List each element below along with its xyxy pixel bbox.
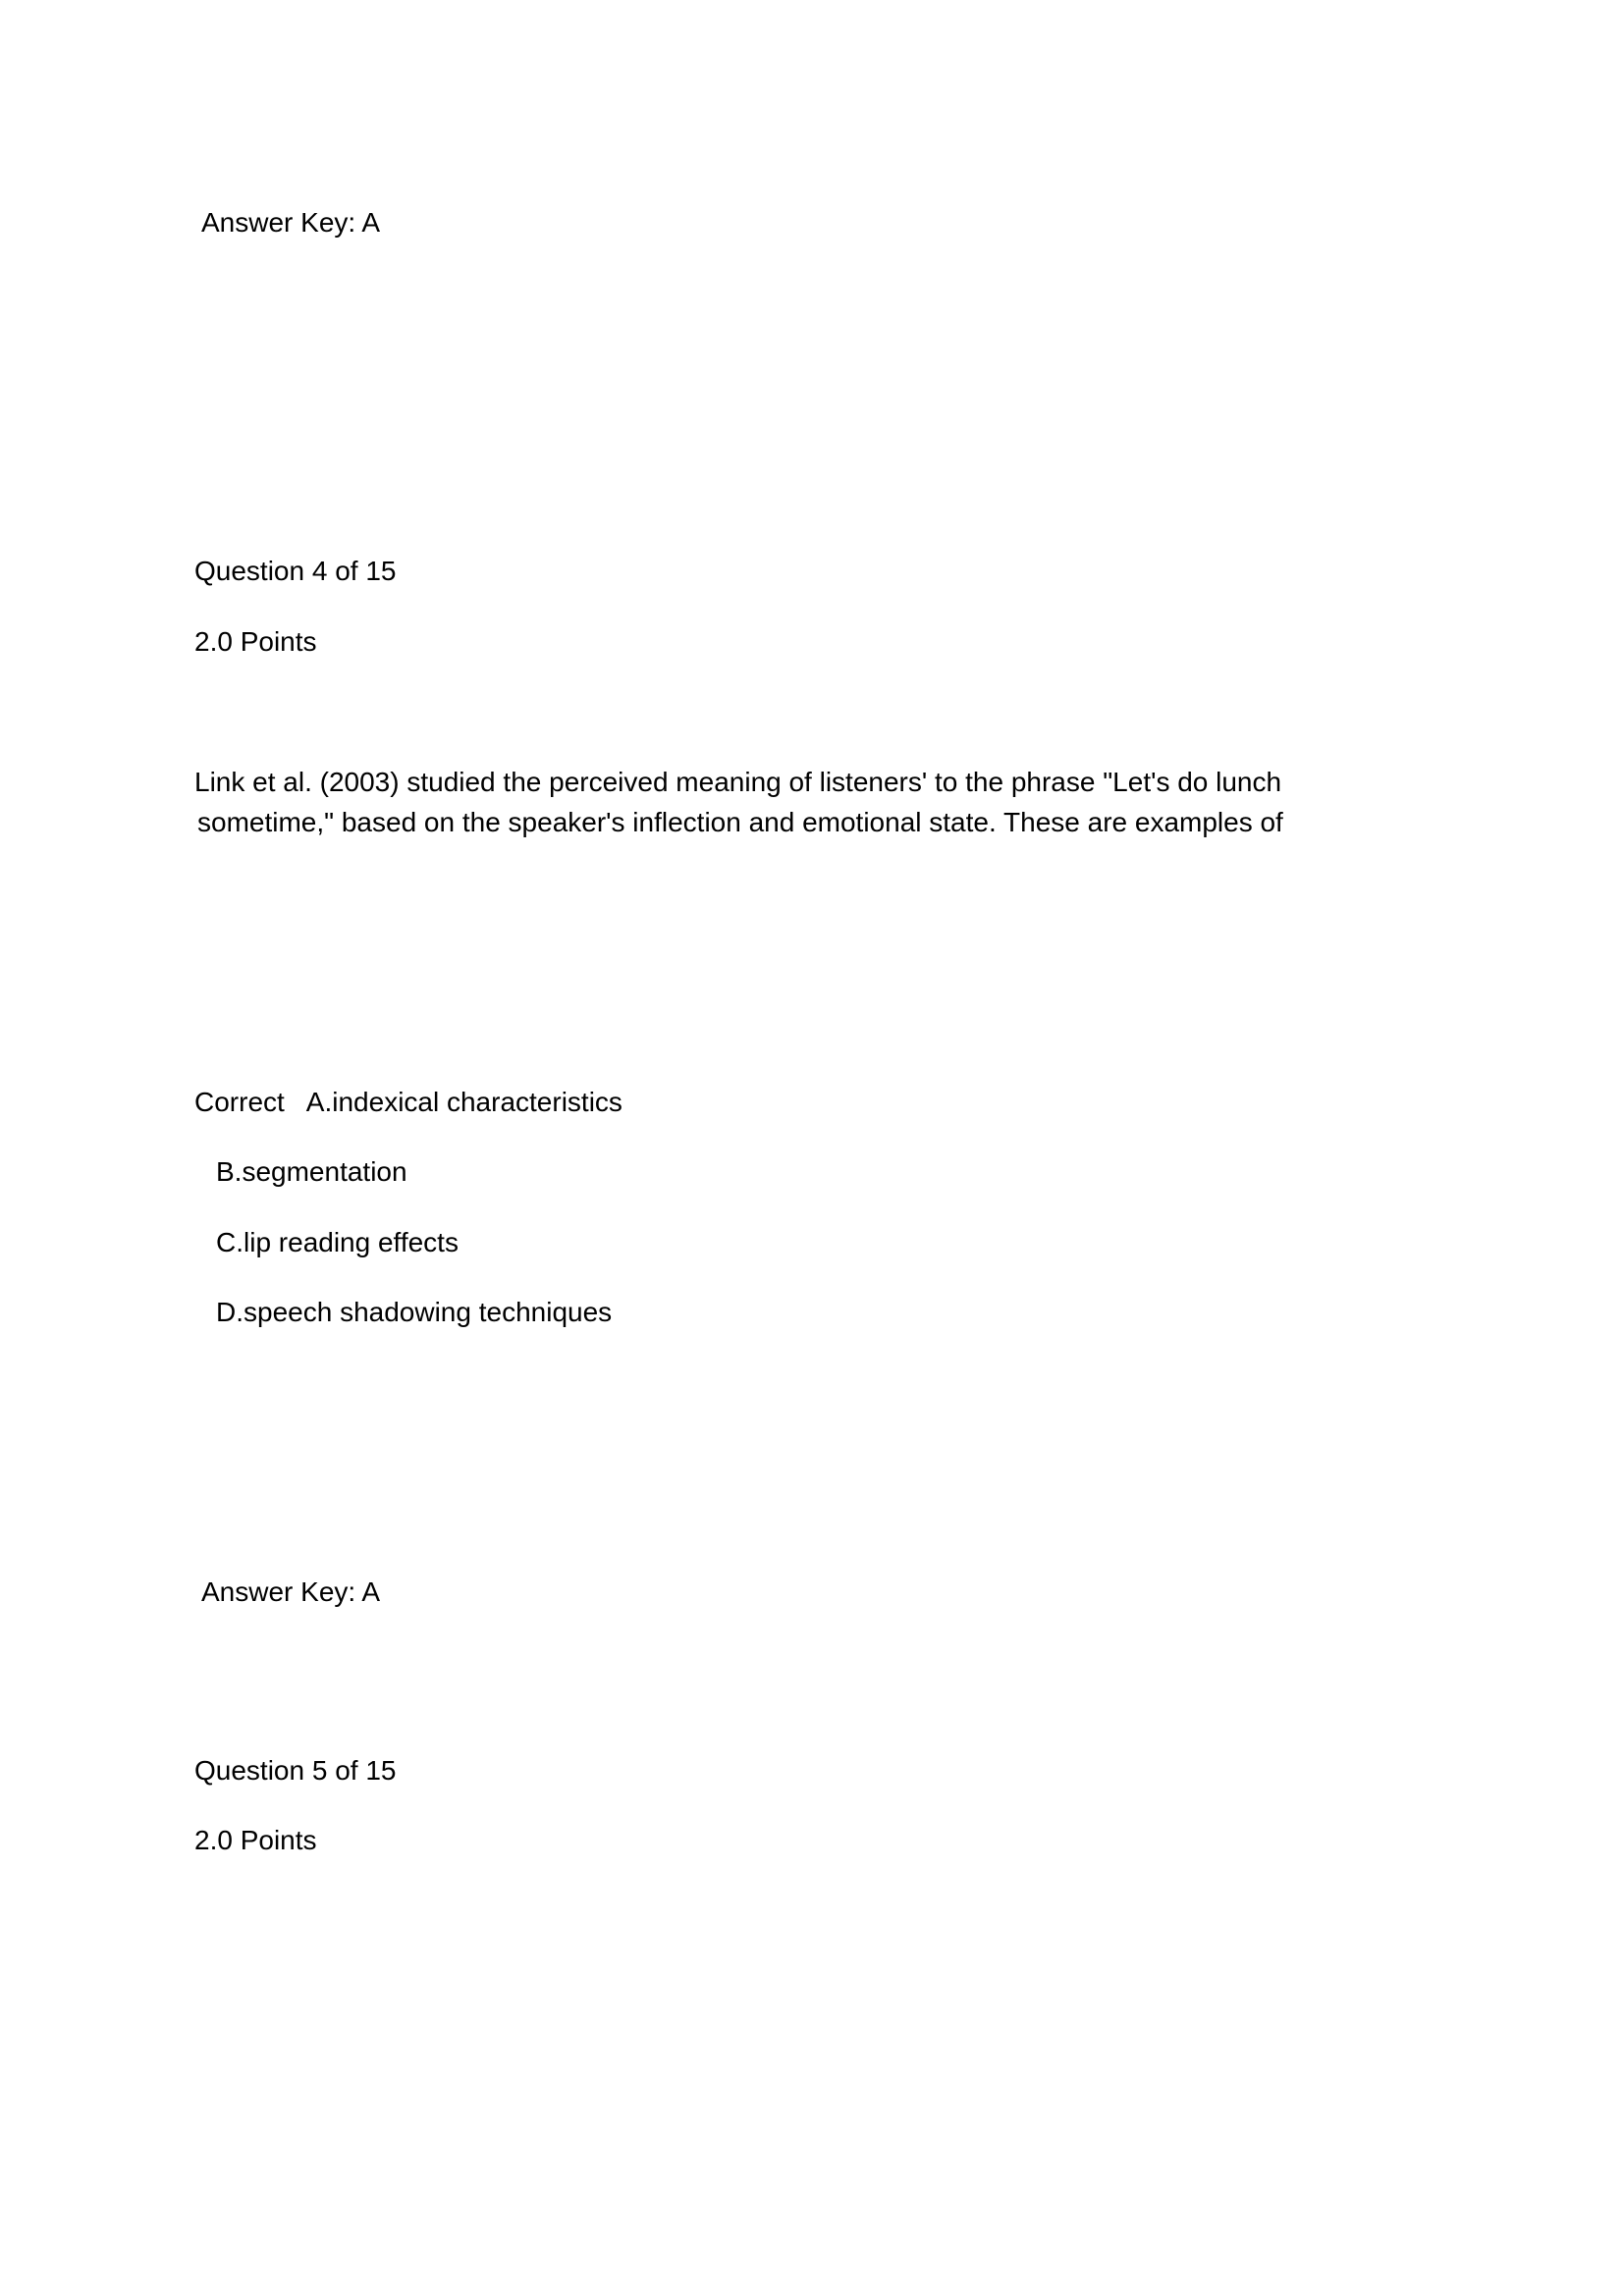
question-4-points: 2.0 Points: [194, 626, 317, 657]
question-4-prompt-line-1: Link et al. (2003) studied the perceived meaning of listeners' to the phrase "Let's do lunch: [194, 767, 1282, 797]
option-a: A.indexical characteristics: [305, 1087, 622, 1117]
option-b: B.segmentation: [216, 1156, 407, 1187]
option-d: D.speech shadowing techniques: [216, 1297, 613, 1327]
question-4-header: Question 4 of 15: [194, 556, 397, 586]
question-4-prompt-line-2: sometime," based on the speaker's inflection and emotional state. These are examples of: [197, 807, 1283, 837]
question-4-option-a-row: [194, 1083, 622, 1122]
question-4-prompt: [194, 762, 1422, 842]
answer-key-1: Answer Key: A: [201, 207, 381, 238]
answer-key-2: Answer Key: A: [201, 1576, 381, 1607]
option-c: C.lip reading effects: [216, 1227, 459, 1257]
correct-label: Correct: [194, 1087, 285, 1117]
question-5-points: 2.0 Points: [194, 1825, 317, 1855]
question-5-header: Question 5 of 15: [194, 1755, 397, 1786]
